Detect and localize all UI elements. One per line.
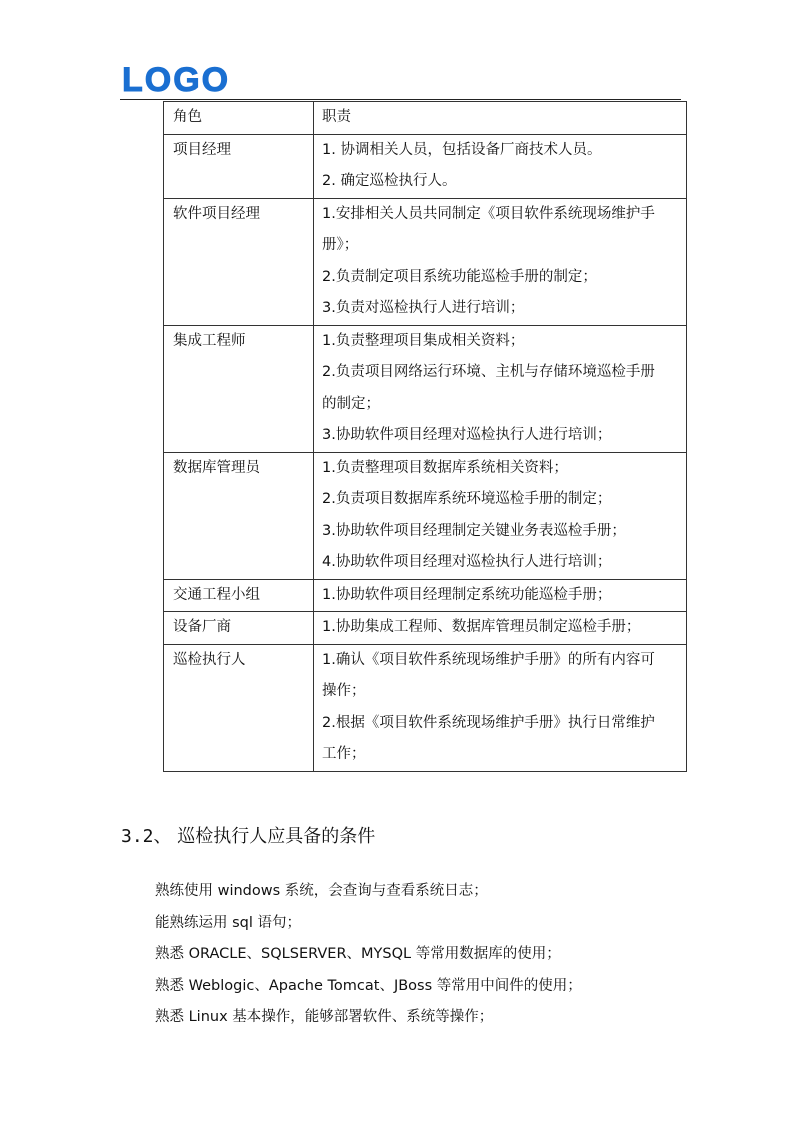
duty-line: 2.负责项目数据库系统环境巡检手册的制定；	[322, 491, 612, 507]
duty-line: 1.负责整理项目集成相关资料；	[322, 332, 525, 349]
table-row	[164, 452, 687, 579]
duty-line: 2.负责制定项目系统功能巡检手册的制定；	[322, 268, 597, 285]
duty-line: 1.协助软件项目经理制定系统功能巡检手册；	[322, 586, 612, 603]
duties-cell	[314, 579, 687, 612]
duty-line: 3.协助软件项目经理制定关键业务表巡检手册；	[322, 522, 626, 539]
duties-table	[163, 101, 687, 772]
duty-line: 2. 确定巡检执行人。	[322, 173, 457, 189]
duty-line: 册》；	[322, 237, 359, 253]
role-cell: 巡检执行人	[164, 644, 314, 771]
duty-line: 4.协助软件项目经理对巡检执行人进行培训；	[322, 554, 612, 570]
duty-line: 1.确认《项目软件系统现场维护手册》的所有内容可	[322, 651, 655, 668]
duty-line: 2.根据《项目软件系统现场维护手册》执行日常维护	[322, 714, 655, 731]
section-heading	[121, 823, 375, 851]
list-item: 熟悉 Weblogic、Apache Tomcat、JBoss 等常用中间件的使用；	[155, 977, 582, 994]
duty-line: 3.负责对巡检执行人进行培训；	[322, 300, 525, 316]
logo: LOGO	[122, 61, 231, 99]
duty-line: 的制定；	[322, 395, 380, 412]
list-item: 熟练使用 windows 系统，会查询与查看系统日志；	[155, 883, 488, 899]
role-cell: 集成工程师	[164, 325, 314, 452]
duties-cell	[314, 452, 687, 579]
duty-line: 1.协助集成工程师、数据库管理员制定巡检手册；	[322, 619, 641, 635]
role-cell: 数据库管理员	[164, 452, 314, 579]
section-number: 3.2、	[121, 826, 172, 847]
table-row	[164, 644, 687, 771]
list-item: 熟悉 ORACLE、SQLSERVER、MYSQL 等常用数据库的使用；	[155, 946, 561, 962]
header-cell-role: 角色	[164, 102, 314, 135]
duty-line: 3.协助软件项目经理对巡检执行人进行培训；	[322, 427, 612, 443]
role-cell: 软件项目经理	[164, 198, 314, 325]
section-title: 巡检执行人应具备的条件	[177, 826, 376, 847]
table-row	[164, 198, 687, 325]
duties-cell	[314, 198, 687, 325]
duty-line: 1.安排相关人员共同制定《项目软件系统现场维护手	[322, 205, 655, 222]
table-row	[164, 134, 687, 198]
duty-line: 工作；	[322, 746, 366, 762]
list-item: 能熟练运用 sql 语句；	[155, 914, 302, 931]
duty-line: 1. 协调相关人员，包括设备厂商技术人员。	[322, 141, 602, 158]
header-rule	[120, 99, 681, 100]
table-row	[164, 579, 687, 612]
duties-cell	[314, 325, 687, 452]
duties-cell	[314, 644, 687, 771]
duties-cell	[314, 134, 687, 198]
duty-line: 1.负责整理项目数据库系统相关资料；	[322, 459, 568, 476]
header-cell-duties: 职责	[314, 102, 687, 135]
table-row	[164, 612, 687, 645]
table-header-row	[164, 102, 687, 135]
table-row	[164, 325, 687, 452]
duty-line: 操作；	[322, 683, 366, 699]
list-item: 熟悉 Linux 基本操作，能够部署软件、系统等操作；	[155, 1009, 494, 1025]
role-cell: 项目经理	[164, 134, 314, 198]
duties-cell	[314, 612, 687, 645]
requirements-list	[155, 876, 582, 1034]
role-cell: 交通工程小组	[164, 579, 314, 612]
role-cell: 设备厂商	[164, 612, 314, 645]
duty-line: 2.负责项目网络运行环境、主机与存储环境巡检手册	[322, 364, 655, 380]
